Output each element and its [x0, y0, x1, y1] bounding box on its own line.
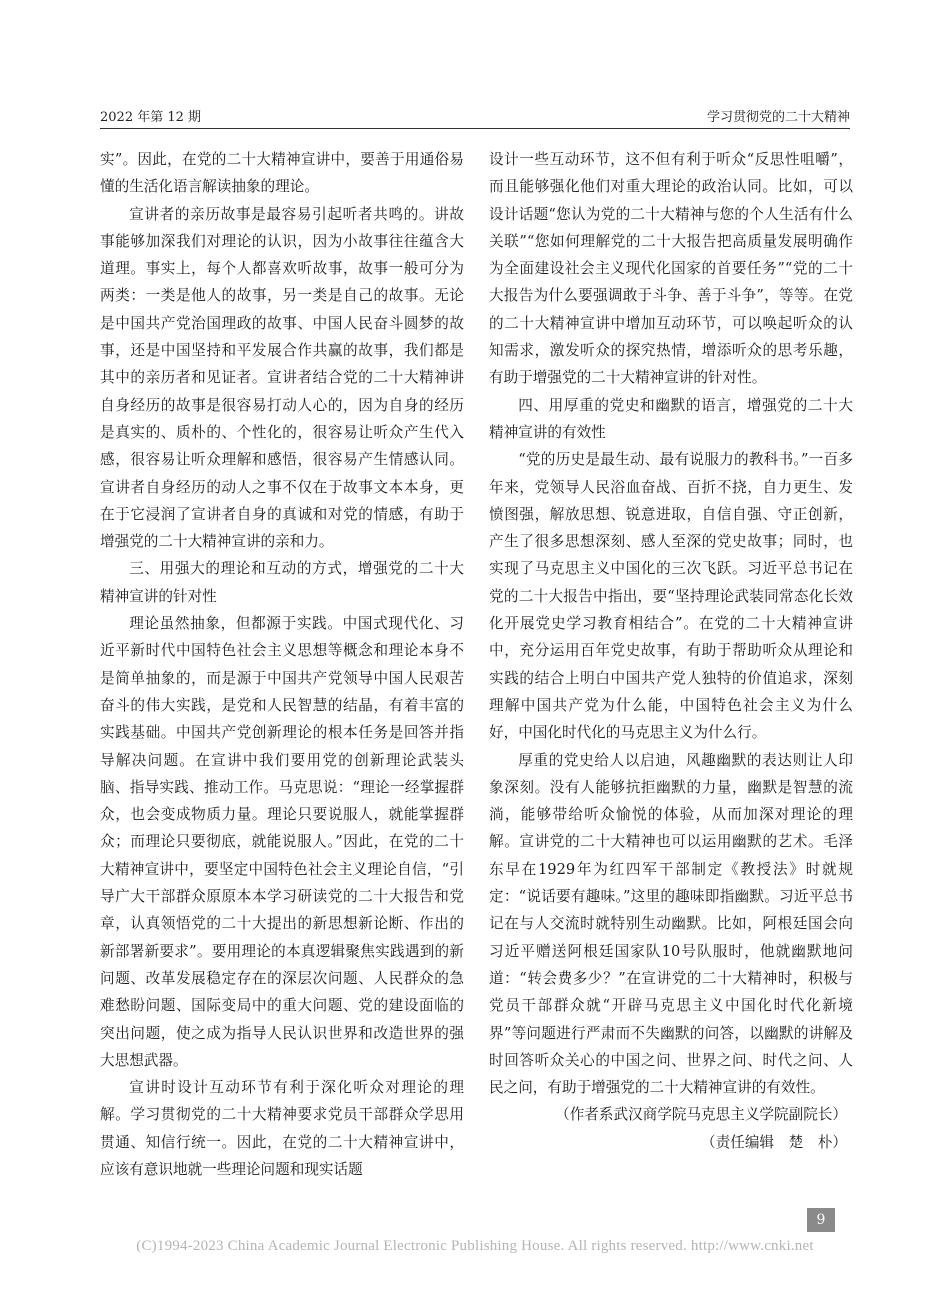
- column-title: 学习贯彻党的二十大精神: [706, 110, 850, 125]
- left-column: [100, 146, 464, 1183]
- running-header: [100, 106, 850, 130]
- page-number: 9: [807, 1208, 835, 1232]
- paragraph: 厚重的党史给人以启迪，风趣幽默的表达则让人印象深刻。没有人能够抗拒幽默的力量，幽默是智慧的流淌，能够带给听众愉悦的体验，从而加深对理论的理解。宣讲党的二十大精神也可以运用幽默的艺术。毛泽东早在1929年为红四军干部制定《教授法》时就规定：“说话要有趣味。”这里的趣味即指幽默。习近平总书记在与人交流时就特别生动幽默。比如，阿根廷国会向习近平赠送阿根廷国家队10号队服时，他就幽默地问道：“转会费多少？”在宣讲党的二十大精神时，积极与党员干部群众就“开辟马克思主义中国化时代化新境界”等问题进行严肃而不失幽默的问答，以幽默的讲解及时回答听众关心的中国之问、世界之问、时代之问、人民之问，有助于增强党的二十大精神宣讲的有效性。: [489, 751, 853, 1097]
- right-column: [489, 146, 853, 1156]
- header-rule: [100, 128, 850, 129]
- section-heading: 四、用厚重的党史和幽默的语言，增强党的二十大精神宣讲的有效性: [489, 396, 853, 441]
- author-note: （作者系武汉商学院马克思主义学院副院长）: [555, 1106, 847, 1124]
- paragraph: 实”。因此，在党的二十大精神宣讲中，要善于用通俗易懂的生活化语言解读抽象的理论。: [100, 151, 464, 196]
- paragraph: 宣讲者的亲历故事是最容易引起听者共鸣的。讲故事能够加深我们对理论的认识，因为小故事往往蕴含大道理。事实上，每个人都喜欢听故事，故事一般可分为两类：一类是他人的故事，另一类是自己的故事。无论是中国共产党治国理政的故事、中国人民奋斗圆梦的故事，还是中国坚持和平发展合作共赢的故事，我们都是其中的亲历者和见证者。宣讲者结合党的二十大精神讲自身经历的故事是很容易打动人心的，因为自身的经历是真实的、质朴的、个性化的，很容易让听众产生代入感，很容易让听众理解和感悟，很容易产生情感认同。宣讲者自身经历的动人之事不仅在于故事文本本身，更在于它浸润了宣讲者自身的真诚和对党的情感，有助于增强党的二十大精神宣讲的亲和力。: [100, 205, 464, 551]
- editor-note: （责任编辑 楚 朴）: [701, 1133, 847, 1151]
- section-heading: 三、用强大的理论和互动的方式，增强党的二十大精神宣讲的针对性: [100, 560, 464, 605]
- paragraph: 理论虽然抽象，但都源于实践。中国式现代化、习近平新时代中国特色社会主义思想等概念和理论本身不是简单抽象的，而是源于中国共产党领导中国人民艰苦奋斗的伟大实践，是党和人民智慧的结晶，有着丰富的实践基础。中国共产党创新理论的根本任务是回答并指导解决问题。在宣讲中我们要用党的创新理论武装头脑、指导实践、推动工作。马克思说：“理论一经掌握群众，也会变成物质力量。理论只要说服人，就能掌握群众；而理论只要彻底，就能说服人。”因此，在党的二十大精神宣讲中，要坚定中国特色社会主义理论自信，“引导广大干部群众原原本本学习研读党的二十大报告和党章，认真领悟党的二十大提出的新思想新论断、作出的新部署新要求”。要用理论的本真逻辑聚焦实践遇到的新问题、改革发展稳定存在的深层次问题、人民群众的急难愁盼问题、国际变局中的重大问题、党的建设面临的突出问题，使之成为指导人民认识世界和改造世界的强大思想武器。: [100, 615, 464, 1069]
- paragraph: 设计一些互动环节，这不但有利于听众“反思性咀嚼”，而且能够强化他们对重大理论的政治认同。比如，可以设计话题“您认为党的二十大精神与您的个人生活有什么关联”“您如何理解党的二十大报告把高质量发展明确作为全面建设社会主义现代化国家的首要任务”“党的二十大报告为什么要强调敢于斗争、善于斗争”，等等。在党的二十大精神宣讲中增加互动环节，可以唤起听众的认知需求，激发听众的探究热情，增添听众的思考乐趣，有助于增强党的二十大精神宣讲的针对性。: [489, 151, 853, 387]
- paragraph: 宣讲时设计互动环节有利于深化听众对理论的理解。学习贯彻党的二十大精神要求党员干部群众学思用贯通、知信行统一。因此，在党的二十大精神宣讲中，应该有意识地就一些理论问题和现实话题: [100, 1079, 464, 1178]
- copyright-watermark: (C)1994-2023 China Academic Journal Electronic Publishing House. All rights reserved. http://www.cnki.net: [136, 1238, 814, 1254]
- issue-label: 2022 年第 12 期: [100, 110, 202, 125]
- paragraph: “党的历史是最生动、最有说服力的教科书。”一百多年来，党领导人民浴血奋战、百折不挠，自力更生、发愤图强，解放思想、锐意进取，自信自强、守正创新，产生了很多思想深刻、感人至深的党史故事；同时，也实现了马克思主义中国化的三次飞跃。习近平总书记在党的二十大报告中指出，要“坚持理论武装同常态化长效化开展党史学习教育相结合”。在党的二十大精神宣讲中，充分运用百年党史故事，有助于帮助听众从理论和实践的结合上明白中国共产党人独特的价值追求，深刻理解中国共产党为什么能，中国特色社会主义为什么好，中国化时代化的马克思主义为什么行。: [489, 451, 853, 742]
